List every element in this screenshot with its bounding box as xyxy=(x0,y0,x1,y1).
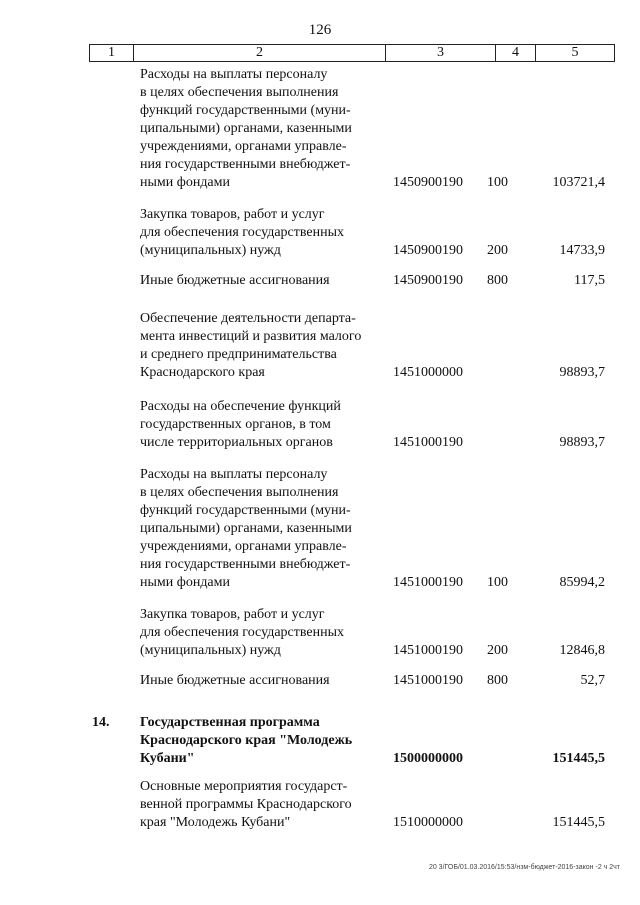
description-line: ципальными) органами, казенными xyxy=(140,521,352,536)
description-line: Закупка товаров, работ и услуг xyxy=(140,607,325,622)
description-line: Краснодарского края "Молодежь xyxy=(140,733,353,748)
table-header xyxy=(89,44,615,62)
row-code: 1451000190 xyxy=(393,435,463,450)
description-line: (муниципальных) нужд xyxy=(140,643,281,658)
row-description xyxy=(140,310,376,382)
description-line: государственных органов, в том xyxy=(140,417,331,432)
row-code: 1510000000 xyxy=(393,815,463,830)
description-line: Обеспечение деятельности департа- xyxy=(140,311,356,326)
row-amount: 103721,4 xyxy=(552,175,605,190)
description-line: Иные бюджетные ассигнования xyxy=(140,273,330,288)
description-line: функций государственными (муни- xyxy=(140,503,351,518)
row-expense-type: 100 xyxy=(487,175,508,190)
description-line: мента инвестиций и развития малого xyxy=(140,329,362,344)
row-description xyxy=(140,606,376,660)
description-line: ными фондами xyxy=(140,575,231,590)
page-number: 126 xyxy=(308,22,332,38)
description-line: Расходы на выплаты персоналу xyxy=(140,67,328,82)
header-col-3: 3 xyxy=(386,45,496,61)
description-line: в целях обеспечения выполнения xyxy=(140,85,339,100)
row-amount: 117,5 xyxy=(574,273,605,288)
row-code: 1451000190 xyxy=(393,673,463,688)
row-amount: 14733,9 xyxy=(559,243,605,258)
description-line: Кубани" xyxy=(140,751,195,766)
header-col-4: 4 xyxy=(496,45,536,61)
row-expense-type: 800 xyxy=(487,273,508,288)
row-amount: 12846,8 xyxy=(559,643,605,658)
description-line: учреждениями, органами управле- xyxy=(140,139,347,154)
row-expense-type: 100 xyxy=(487,575,508,590)
row-expense-type: 200 xyxy=(487,243,508,258)
description-line: Расходы на обеспечение функций xyxy=(140,399,341,414)
row-amount: 151445,5 xyxy=(552,815,605,830)
row-description xyxy=(140,206,376,260)
header-col-1: 1 xyxy=(90,45,134,61)
description-line: (муниципальных) нужд xyxy=(140,243,281,258)
row-description xyxy=(140,672,376,690)
row-code: 1451000000 xyxy=(393,365,463,380)
row-number: 14. xyxy=(92,715,110,730)
description-line: Расходы на выплаты персоналу xyxy=(140,467,328,482)
header-col-2: 2 xyxy=(134,45,386,61)
description-line: ципальными) органами, казенными xyxy=(140,121,352,136)
row-code: 1450900190 xyxy=(393,273,463,288)
description-line: и среднего предпринимательства xyxy=(140,347,337,362)
row-code: 1450900190 xyxy=(393,243,463,258)
row-code: 1451000190 xyxy=(393,575,463,590)
description-line: для обеспечения государственных xyxy=(140,625,344,640)
row-amount: 52,7 xyxy=(580,673,605,688)
description-line: ными фондами xyxy=(140,175,231,190)
description-line: края "Молодежь Кубани" xyxy=(140,815,291,830)
row-code: 1451000190 xyxy=(393,643,463,658)
description-line: венной программы Краснодарского xyxy=(140,797,352,812)
row-description xyxy=(140,66,376,192)
row-amount: 98893,7 xyxy=(559,365,605,380)
row-description xyxy=(140,398,376,452)
description-line: для обеспечения государственных xyxy=(140,225,344,240)
row-code: 1500000000 xyxy=(393,751,463,766)
row-description xyxy=(140,272,376,290)
header-col-5: 5 xyxy=(571,45,579,60)
description-line: Закупка товаров, работ и услуг xyxy=(140,207,325,222)
description-line: ния государственными внебюджет- xyxy=(140,157,351,172)
description-line: Краснодарского края xyxy=(140,365,265,380)
row-code: 1450900190 xyxy=(393,175,463,190)
description-line: Государственная программа xyxy=(140,715,320,730)
description-line: Иные бюджетные ассигнования xyxy=(140,673,330,688)
row-amount: 98893,7 xyxy=(559,435,605,450)
footer-stamp: 20 3/ГОБ/01.03.2016/15:53/нзм-бюджет-2016-закон -2 ч 2чт xyxy=(428,864,620,871)
description-line: в целях обеспечения выполнения xyxy=(140,485,339,500)
row-expense-type: 200 xyxy=(487,643,508,658)
row-description xyxy=(140,466,376,592)
description-line: Основные мероприятия государст- xyxy=(140,779,348,794)
row-description xyxy=(140,778,376,832)
row-description xyxy=(140,714,376,768)
description-line: функций государственными (муни- xyxy=(140,103,351,118)
description-line: числе территориальных органов xyxy=(140,435,333,450)
row-expense-type: 800 xyxy=(487,673,508,688)
row-amount: 85994,2 xyxy=(559,575,605,590)
description-line: ния государственными внебюджет- xyxy=(140,557,351,572)
description-line: учреждениями, органами управле- xyxy=(140,539,347,554)
row-amount: 151445,5 xyxy=(552,751,605,766)
